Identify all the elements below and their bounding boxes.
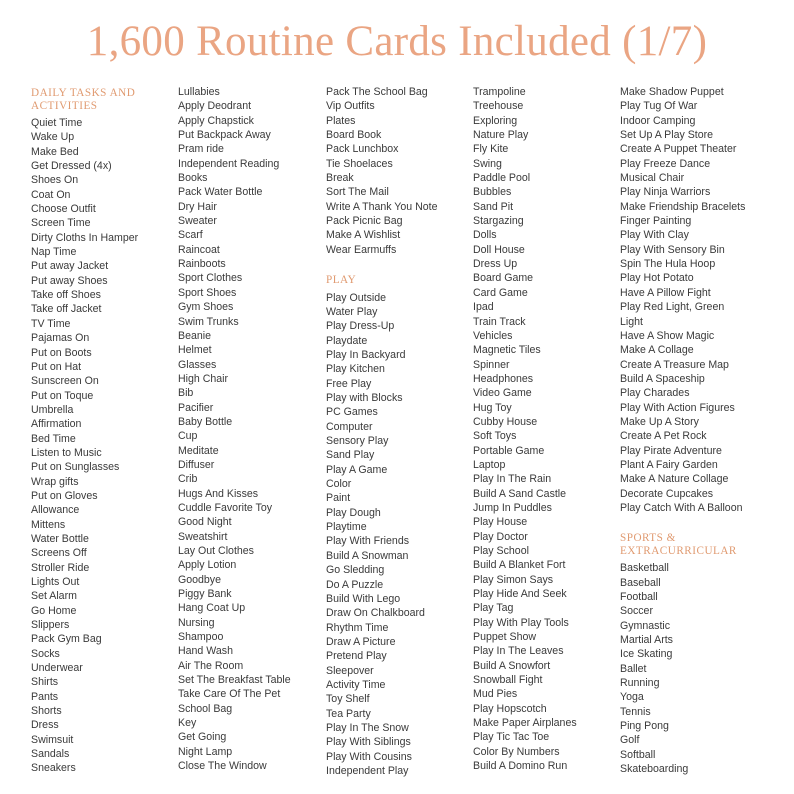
list-item: Snowball Fight xyxy=(473,674,543,687)
list-item: Screens Off xyxy=(31,547,87,560)
list-item: Dry Hair xyxy=(178,200,217,213)
list-item: Allowance xyxy=(31,504,80,517)
list-item: Play Tug Of War xyxy=(620,100,698,113)
list-item: Draw A Picture xyxy=(326,635,396,648)
list-item: Make Bed xyxy=(31,145,79,158)
list-item: Meditate xyxy=(178,444,219,457)
list-item: Playtime xyxy=(326,521,367,534)
list-item: Goodbye xyxy=(178,573,221,586)
list-item: Choose Outfit xyxy=(31,203,96,216)
list-item: Play House xyxy=(473,516,528,529)
list-item: Pants xyxy=(31,690,59,703)
list-item: Play Hopscotch xyxy=(473,702,547,715)
list-item: Wrap gifts xyxy=(31,475,79,488)
list-item: Stargazing xyxy=(473,215,524,228)
list-item: Affirmation xyxy=(31,418,82,431)
list-item: Play With Clay xyxy=(620,229,689,242)
list-item: Spinner xyxy=(473,358,510,371)
list-item: Toy Shelf xyxy=(326,693,370,706)
list-item: Sweatshirt xyxy=(178,530,228,543)
list-item: Make Up A Story xyxy=(620,415,699,428)
list-item: Dress xyxy=(31,719,59,732)
list-item: Pack Water Bottle xyxy=(178,186,263,199)
list-item: Glasses xyxy=(178,358,217,371)
list-item: Baseball xyxy=(620,576,661,589)
list-item: Draw On Chalkboard xyxy=(326,607,425,620)
list-item: Pajamas On xyxy=(31,332,90,345)
list-item: Slippers xyxy=(31,619,70,632)
list-item: Mittens xyxy=(31,518,66,531)
list-item: Play In The Snow xyxy=(326,721,409,734)
list-item: Make A Collage xyxy=(620,344,694,357)
list-item: Headphones xyxy=(473,372,534,385)
list-item: Free Play xyxy=(326,377,372,390)
list-item: Play Ninja Warriors xyxy=(620,186,711,199)
list-item: Night Lamp xyxy=(178,745,233,758)
list-item: Swimsuit xyxy=(31,733,74,746)
list-item: Baby Bottle xyxy=(178,415,233,428)
list-item: Soccer xyxy=(620,605,653,618)
list-item: Shirts xyxy=(31,676,59,689)
section-heading: PLAY xyxy=(326,274,357,287)
list-item: Sandals xyxy=(31,748,70,761)
list-item: Beanie xyxy=(178,329,211,342)
column-2 xyxy=(178,85,318,774)
list-item: Underwear xyxy=(31,662,83,675)
list-item: Vehicles xyxy=(473,329,513,342)
list-item: Put on Sunglasses xyxy=(31,461,120,474)
list-item: Play Pirate Adventure xyxy=(620,444,722,457)
list-item: Make Friendship Bracelets xyxy=(620,200,746,213)
list-item: Fly Kite xyxy=(473,143,509,156)
list-item: Laptop xyxy=(473,458,506,471)
list-item: Play Catch With A Balloon xyxy=(620,501,743,514)
list-item: Card Game xyxy=(473,286,528,299)
list-item: Create A Treasure Map xyxy=(620,358,729,371)
list-item: Cup xyxy=(178,430,198,443)
list-item: Nature Play xyxy=(473,129,529,142)
list-item: Playdate xyxy=(326,334,368,347)
list-item: Lights Out xyxy=(31,576,80,588)
list-item: Play Tic Tac Toe xyxy=(473,731,550,744)
list-item: Pacifier xyxy=(178,401,214,414)
list-item: Independent Reading xyxy=(178,157,280,170)
list-item: Build A Blanket Fort xyxy=(473,559,566,572)
list-item: Create A Pet Rock xyxy=(620,430,707,443)
list-item: Tie Shoelaces xyxy=(326,157,393,170)
list-item: Bib xyxy=(178,387,194,400)
list-item: Pack Lunchbox xyxy=(326,143,399,156)
list-item: Have A Show Magic xyxy=(620,329,715,342)
list-item: Sand Pit xyxy=(473,200,514,213)
list-item: Play In Backyard xyxy=(326,349,406,361)
list-item: Play With Action Figures xyxy=(620,401,735,414)
list-item: Good Night xyxy=(178,516,232,529)
list-item: Tennis xyxy=(620,705,651,718)
list-item: Pack Picnic Bag xyxy=(326,215,403,228)
list-item: Rainboots xyxy=(178,258,226,271)
list-item: Build With Lego xyxy=(326,592,401,605)
list-item: Play with Blocks xyxy=(326,392,403,405)
list-item: Plant A Fairy Garden xyxy=(620,458,718,471)
list-item: Football xyxy=(620,591,658,603)
list-item: Wear Earmuffs xyxy=(326,243,397,256)
list-item: Put away Shoes xyxy=(31,274,108,287)
list-item: Apply Lotion xyxy=(178,559,237,572)
list-item: Hugs And Kisses xyxy=(178,487,259,500)
list-item: Crib xyxy=(178,473,198,486)
list-item: Bubbles xyxy=(473,186,512,199)
list-item: Set The Breakfast Table xyxy=(178,674,291,687)
list-item: Raincoat xyxy=(178,243,220,256)
list-item: Sand Play xyxy=(326,449,375,462)
list-item: High Chair xyxy=(178,372,229,385)
list-item: Trampoline xyxy=(473,86,526,98)
list-item: Build A Snowman xyxy=(326,549,409,562)
list-item: Take Care Of The Pet xyxy=(178,688,281,701)
list-item: Magnetic Tiles xyxy=(473,344,541,357)
list-item: Play With Cousins xyxy=(326,750,412,763)
list-item: Play Simon Says xyxy=(473,573,554,586)
list-item: Coat On xyxy=(31,188,71,201)
list-item: Go Home xyxy=(31,604,77,617)
list-item: Put on Gloves xyxy=(31,489,98,502)
list-item: Wake Up xyxy=(31,131,75,144)
list-item: Play Dough xyxy=(326,506,381,519)
list-item: Color By Numbers xyxy=(473,745,560,758)
list-item: Create A Puppet Theater xyxy=(620,143,737,156)
list-item: Take off Shoes xyxy=(31,289,101,302)
list-item: Play Freeze Dance xyxy=(620,157,711,170)
list-item: Play Dress-Up xyxy=(326,320,395,333)
list-item: Play Doctor xyxy=(473,530,528,543)
list-item: Play Hot Potato xyxy=(620,272,694,285)
list-item: Screen Time xyxy=(31,217,91,230)
list-item: Hand Wash xyxy=(178,645,233,658)
list-item: Play Kitchen xyxy=(326,363,385,376)
list-item: Play Outside xyxy=(326,291,387,304)
list-item: School Bag xyxy=(178,702,233,715)
list-item: Pram ride xyxy=(178,143,224,156)
column-1 xyxy=(31,85,171,776)
list-item: Sport Clothes xyxy=(178,272,243,285)
list-item: Sweater xyxy=(178,215,217,228)
list-item: Apply Chapstick xyxy=(178,114,254,127)
list-item: Play With Siblings xyxy=(326,736,411,749)
list-item: Make A Wishlist xyxy=(326,229,401,242)
list-item: Ice Skating xyxy=(620,648,673,661)
list-item: Diffuser xyxy=(178,458,215,471)
list-item: Water Bottle xyxy=(31,532,89,545)
list-item: Piggy Bank xyxy=(178,588,232,601)
column-5 xyxy=(620,85,780,776)
list-item: Listen to Music xyxy=(31,446,102,459)
list-item: Plates xyxy=(326,114,356,127)
list-item: Rhythm Time xyxy=(326,621,389,634)
list-item: Golf xyxy=(620,734,640,747)
list-item: Yoga xyxy=(620,691,644,704)
section-heading: DAILY TASKS AND ACTIVITIES xyxy=(31,87,136,112)
list-item: Play School xyxy=(473,545,529,557)
list-item: Dolls xyxy=(473,229,497,242)
list-item: Play With Play Tools xyxy=(473,616,569,629)
list-item: Sneakers xyxy=(31,762,76,775)
list-item: Books xyxy=(178,172,208,185)
list-item: Swim Trunks xyxy=(178,315,239,328)
list-item: Swing xyxy=(473,157,502,170)
list-item: Paint xyxy=(326,492,351,505)
list-item: Independent Play xyxy=(326,764,409,777)
list-item: Lullabies xyxy=(178,86,220,98)
list-item: Nursing xyxy=(178,616,215,629)
list-item: Hug Toy xyxy=(473,401,512,414)
list-item: Make Shadow Puppet xyxy=(620,86,724,98)
list-item: Exploring xyxy=(473,114,518,127)
list-item: Musical Chair xyxy=(620,172,685,185)
list-item: Close The Window xyxy=(178,760,267,773)
list-item: Dirty Cloths In Hamper xyxy=(31,231,139,244)
list-item: Make Paper Airplanes xyxy=(473,717,577,730)
list-item: Play Hide And Seek xyxy=(473,588,567,601)
list-item: Computer xyxy=(326,420,373,433)
list-item: Get Dressed (4x) xyxy=(31,160,112,173)
list-item: Tea Party xyxy=(326,707,371,720)
list-item: Play With Friends xyxy=(326,535,410,548)
section-gap xyxy=(326,257,466,272)
column-4 xyxy=(473,85,613,774)
list-item: Shorts xyxy=(31,705,62,718)
list-item: Pack Gym Bag xyxy=(31,633,102,646)
list-item: Portable Game xyxy=(473,444,545,457)
list-item: Build A Domino Run xyxy=(473,760,568,773)
list-item: Jump In Puddles xyxy=(473,501,552,514)
list-item: Gym Shoes xyxy=(178,301,234,314)
list-item: Train Track xyxy=(473,315,526,328)
list-item: Hang Coat Up xyxy=(178,602,246,615)
page-title: 1,600 Routine Cards Included (1/7) xyxy=(86,18,708,65)
list-item: Get Going xyxy=(178,731,227,744)
list-item: Sleepover xyxy=(326,664,374,677)
list-item: Board Book xyxy=(326,129,382,142)
list-item: Play In The Rain xyxy=(473,473,552,486)
list-item: Basketball xyxy=(620,562,669,575)
list-item: Finger Painting xyxy=(620,215,692,228)
list-item: Martial Arts xyxy=(620,634,673,647)
list-item: Stroller Ride xyxy=(31,561,90,574)
list-item: Ping Pong xyxy=(620,720,669,733)
list-item: Do A Puzzle xyxy=(326,578,384,591)
list-item: Play Red Light, Green xyxy=(620,301,725,314)
list-item: Play In The Leaves xyxy=(473,645,564,658)
list-item: Break xyxy=(326,172,354,185)
list-item: Build A Snowfort xyxy=(473,659,551,672)
list-item: Softball xyxy=(620,748,656,761)
list-item: Build A Sand Castle xyxy=(473,487,567,500)
list-item: Bed Time xyxy=(31,432,76,445)
list-item: Write A Thank You Note xyxy=(326,200,438,213)
list-item: Play With Sensory Bin xyxy=(620,243,725,256)
list-item: Cuddle Favorite Toy xyxy=(178,501,273,514)
list-item: Air The Room xyxy=(178,659,244,672)
list-item: TV Time xyxy=(31,317,71,330)
list-item: Play Charades xyxy=(620,387,690,400)
list-item: Board Game xyxy=(473,272,534,285)
list-item: Pack The School Bag xyxy=(326,86,428,98)
list-item: Make A Nature Collage xyxy=(620,473,729,486)
list-item: Apply Deodrant xyxy=(178,100,252,113)
section-gap xyxy=(620,515,780,530)
list-item: Sensory Play xyxy=(326,435,389,448)
list-item: Key xyxy=(178,717,197,730)
list-item: Light xyxy=(620,315,643,328)
list-item: Socks xyxy=(31,647,60,660)
list-item: Set Up A Play Store xyxy=(620,129,714,142)
list-item: Activity Time xyxy=(326,678,386,691)
list-item: Sunscreen On xyxy=(31,375,99,388)
list-item: Skateboarding xyxy=(620,763,689,776)
list-item: Put Backpack Away xyxy=(178,129,271,142)
list-item: Nap Time xyxy=(31,246,77,259)
list-item: Build A Spaceship xyxy=(620,372,705,385)
list-item: Video Game xyxy=(473,387,532,400)
list-item: Play Tag xyxy=(473,602,514,615)
list-item: Helmet xyxy=(178,344,212,357)
list-item: Treehouse xyxy=(473,100,524,113)
list-item: Shampoo xyxy=(178,631,224,644)
list-item: Sort The Mail xyxy=(326,186,389,199)
list-item: Pretend Play xyxy=(326,650,387,663)
list-item: Shoes On xyxy=(31,174,79,187)
list-item: Sport Shoes xyxy=(178,286,237,299)
column-3 xyxy=(326,85,466,778)
list-item: Take off Jacket xyxy=(31,303,102,316)
list-item: Quiet Time xyxy=(31,117,83,129)
list-item: Dress Up xyxy=(473,258,518,271)
list-item: Put on Boots xyxy=(31,346,92,359)
list-item: Play A Game xyxy=(326,463,388,476)
list-item: Scarf xyxy=(178,229,203,242)
list-item: Gymnastic xyxy=(620,619,671,632)
list-item: Soft Toys xyxy=(473,430,517,443)
list-item: Put on Toque xyxy=(31,389,94,402)
list-item: Go Sledding xyxy=(326,564,385,577)
list-item: Indoor Camping xyxy=(620,114,696,127)
list-item: Set Alarm xyxy=(31,590,77,603)
list-item: Water Play xyxy=(326,305,378,318)
list-item: Color xyxy=(326,478,352,491)
list-item: Lay Out Clothes xyxy=(178,545,254,557)
section-heading: SPORTS & EXTRACURRICULAR xyxy=(620,532,737,557)
list-item: Put on Hat xyxy=(31,360,82,373)
list-item: Ballet xyxy=(620,662,647,675)
list-item: Put away Jacket xyxy=(31,260,109,273)
list-item: Puppet Show xyxy=(473,631,537,644)
list-item: Decorate Cupcakes xyxy=(620,487,714,500)
list-item: Cubby House xyxy=(473,415,538,428)
list-item: Spin The Hula Hoop xyxy=(620,258,716,271)
list-item: PC Games xyxy=(326,406,378,419)
list-item: Ipad xyxy=(473,301,494,314)
list-item: Umbrella xyxy=(31,403,74,416)
list-item: Running xyxy=(620,677,660,690)
list-item: Doll House xyxy=(473,243,525,256)
list-item: Paddle Pool xyxy=(473,172,531,185)
list-item: Have A Pillow Fight xyxy=(620,286,711,299)
list-item: Vip Outfits xyxy=(326,100,375,113)
list-item: Mud Pies xyxy=(473,688,518,701)
